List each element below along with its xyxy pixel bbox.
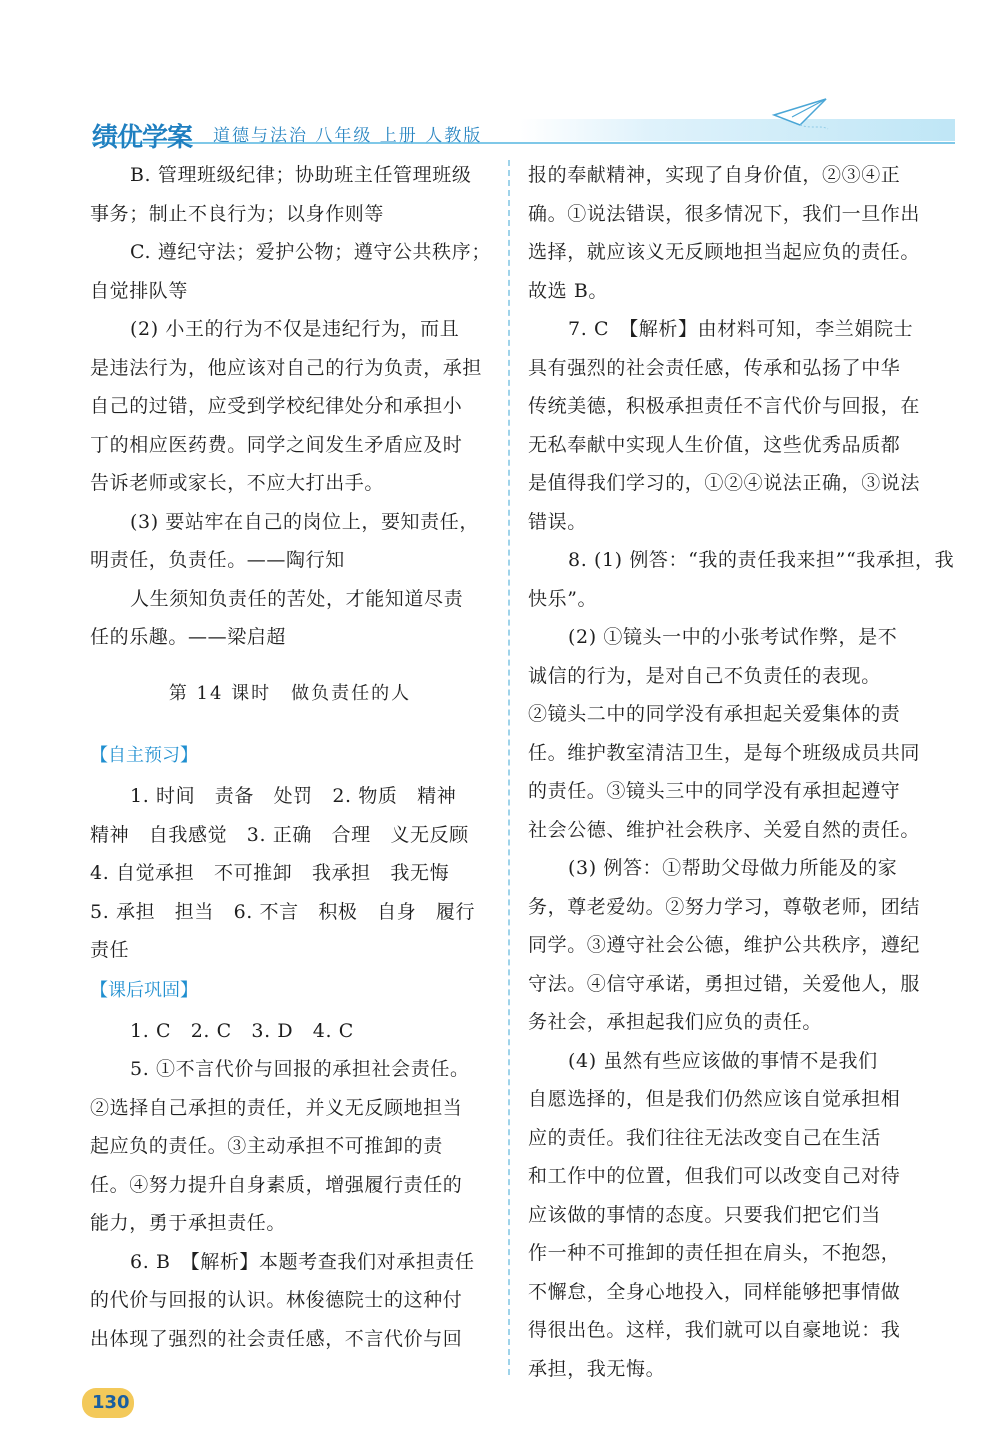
text-line: 4. 自觉承担 不可推卸 我承担 我无悔 — [90, 862, 450, 884]
text-line: 6. B 【解析】本题考查我们对承担责任 — [130, 1250, 475, 1273]
text-line: 的责任。③镜头三中的同学没有承担起遵守 — [528, 780, 901, 802]
text-line: 是违法行为，他应该对自己的行为负责，承担 — [90, 356, 483, 379]
text-line: 故选 B。 — [528, 279, 609, 302]
lesson-title: 第 14 课时 做负责任的人 — [168, 682, 412, 704]
text-line: 错误。 — [528, 510, 587, 533]
text-line: B. 管理班级纪律；协助班主任管理班级 — [130, 164, 472, 186]
right-column — [528, 156, 955, 1388]
page-header — [0, 95, 1000, 155]
text-line: ②镜头二中的同学没有承担起关爱集体的责 — [528, 703, 901, 725]
text-line: 起应负的责任。③主动承担不可推卸的责 — [90, 1135, 443, 1157]
text-line: 是值得我们学习的，①②④说法正确，③说法 — [528, 472, 921, 494]
text-line: 人生须知负责任的苦处，才能知道尽责 — [130, 587, 464, 610]
text-line: 告诉老师或家长，不应大打出手。 — [90, 472, 385, 494]
column-divider — [508, 160, 510, 1375]
text-line: 不懈怠，全身心地投入，同样能够把事情做 — [528, 1280, 901, 1303]
text-line: 8. (1) 例答：“我的责任我来担”“我承担，我 — [568, 549, 955, 571]
text-line: 快乐”。 — [528, 587, 598, 610]
text-line: 确。①说法错误，很多情况下，我们一旦作出 — [528, 202, 921, 225]
text-line: 作一种不可推卸的责任担在肩头，不抱怨， — [528, 1242, 901, 1264]
text-line: 5. ①不言代价与回报的承担社会责任。 — [130, 1058, 470, 1080]
text-line: (4) 虽然有些应该做的事情不是我们 — [568, 1049, 878, 1072]
text-line: 自觉排队等 — [90, 279, 189, 302]
brand-logo: 绩优学案 — [92, 123, 193, 153]
text-line: 自己的过错，应受到学校纪律处分和承担小 — [90, 395, 463, 417]
text-line: 5. 承担 担当 6. 不言 积极 自身 履行 — [90, 900, 476, 923]
text-line: ②选择自己承担的责任，并义无反顾地担当 — [90, 1096, 463, 1119]
text-line: 精神 自我感觉 3. 正确 合理 义无反顾 — [90, 823, 469, 846]
paper-plane-icon — [770, 95, 830, 131]
text-line: 任。④努力提升自身素质，增强履行责任的 — [90, 1173, 463, 1196]
preview-answers — [90, 777, 490, 970]
text-line: 明责任，负责任。——陶行知 — [90, 549, 345, 571]
text-line: 同学。③遵守社会公德，维护公共秩序，遵纪 — [528, 934, 921, 956]
review-answers — [90, 1012, 490, 1359]
text-line: 社会公德、维护社会秩序、关爱自然的责任。 — [528, 818, 921, 841]
text-line: 责任 — [90, 939, 130, 961]
text-line: (2) 小王的行为不仅是违纪行为，而且 — [130, 318, 460, 340]
section-heading-preview: 【自主预习】 — [90, 745, 198, 766]
text-line: 报的奉献精神，实现了自身价值，②③④正 — [528, 164, 901, 186]
text-line: 自愿选择的，但是我们仍然应该自觉承担相 — [528, 1088, 901, 1110]
text-line: 传统美德，积极承担责任不言代价与回报，在 — [528, 395, 921, 417]
text-line: 能力，勇于承担责任。 — [90, 1212, 287, 1234]
text-line: 任的乐趣。——梁启超 — [90, 626, 287, 648]
text-line: 的代价与回报的认识。林俊德院士的这种付 — [90, 1289, 463, 1311]
text-line: 应该做的事情的态度。只要我们把它们当 — [528, 1203, 881, 1226]
section-heading-review: 【课后巩固】 — [90, 979, 198, 1001]
text-line: 得很出色。这样，我们就可以自豪地说：我 — [528, 1319, 901, 1341]
header-band — [520, 119, 955, 141]
text-line: 务，尊老爱幼。②努力学习，尊敬老师，团结 — [528, 895, 921, 918]
text-line: 务社会，承担起我们应负的责任。 — [528, 1011, 823, 1033]
text-line: 守法。④信守承诺，勇担过错，关爱他人，服 — [528, 972, 921, 995]
text-line: 诚信的行为，是对自己不负责任的表现。 — [528, 664, 881, 687]
text-line: 7. C 【解析】由材料可知，李兰娟院士 — [568, 318, 914, 340]
text-line: 事务；制止不良行为；以身作则等 — [90, 202, 385, 225]
text-line: (3) 例答：①帮助父母做力所能及的家 — [568, 857, 898, 879]
text-line: 承担，我无悔。 — [528, 1357, 666, 1380]
text-line: 1. 时间 责备 处罚 2. 物质 精神 — [130, 785, 457, 807]
text-line: 和工作中的位置，但我们可以改变自己对待 — [528, 1165, 901, 1187]
left-column — [90, 156, 490, 1358]
text-line: 出体现了强烈的社会责任感，不言代价与回 — [90, 1327, 463, 1350]
text-line: 具有强烈的社会责任感，传承和弘扬了中华 — [528, 356, 901, 379]
text-line: 任。维护教室清洁卫生，是每个班级成员共同 — [528, 741, 921, 764]
text-line: 无私奉献中实现人生价值，这些优秀品质都 — [528, 433, 901, 456]
text-line: (3) 要站牢在自己的岗位上，要知责任， — [130, 510, 479, 533]
answer-explanations — [528, 156, 955, 1388]
text-line: 选择，就应该义无反顾地担当起应负的责任。 — [528, 241, 921, 263]
text-line: C. 遵纪守法；爱护公物；遵守公共秩序； — [130, 241, 491, 263]
text-line: 1. C 2. C 3. D 4. C — [130, 1019, 354, 1042]
text-line: 应的责任。我们往往无法改变自己在生活 — [528, 1126, 881, 1149]
page-number: 130 — [92, 1392, 130, 1413]
answer-continuation — [90, 156, 490, 657]
book-subtitle: 道德与法治 八年级 上册 人教版 — [213, 126, 483, 146]
text-line: (2) ①镜头一中的小张考试作弊，是不 — [568, 626, 898, 648]
text-line: 丁的相应医药费。同学之间发生矛盾应及时 — [90, 433, 463, 456]
